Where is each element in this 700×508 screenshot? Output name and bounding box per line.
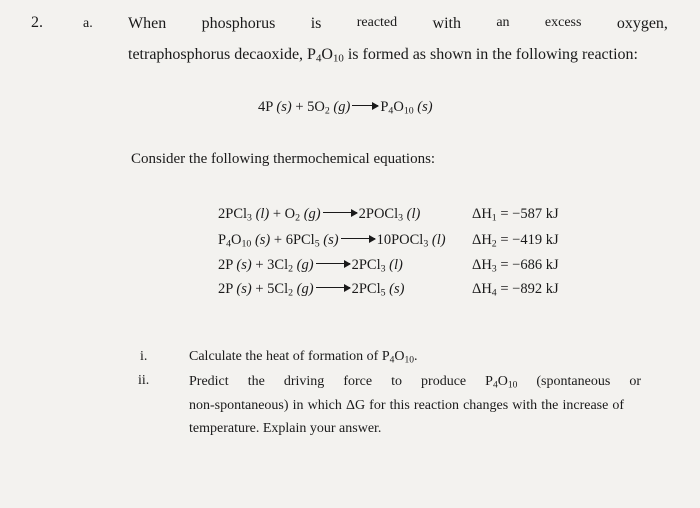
reaction-arrow-icon — [323, 212, 357, 213]
word: is — [310, 15, 322, 32]
delta-h-4: $\Delta H_4 = -892$ kJ — [472, 281, 559, 299]
delta-h-1: $\Delta H_1 = -587$ kJ — [472, 206, 559, 224]
word: driving — [283, 374, 325, 389]
word: an — [496, 15, 510, 30]
word: phosphorus — [201, 15, 276, 32]
delta-h-3: $\Delta H_3 = -686$ kJ — [472, 257, 559, 275]
main-reaction: 4P $(s) + 5O_2$ (g) $P_4O_{10}$ (s) — [258, 99, 433, 117]
equation-2: $P_4O_{10}$ (s) + 6PCl$_5$ (s) 10POCl$_3$ (l) — [218, 232, 446, 250]
subpart-i-text: Calculate the heat of formation of $P_4O_{10}$. — [189, 349, 418, 366]
word: reacted — [356, 15, 398, 30]
word: the — [247, 374, 265, 389]
word: oxygen, — [616, 15, 668, 32]
consider-text: Consider the following thermochemical equations: — [131, 151, 436, 167]
word: to — [391, 374, 402, 389]
subpart-ii-label: ii. — [138, 373, 150, 388]
delta-h-2: $\Delta H_2 = -419$ kJ — [472, 232, 559, 250]
word: with — [432, 15, 461, 32]
word: produce — [421, 374, 467, 389]
equation-1: 2PCl$_3$ $(l) + O_2$ (g) 2POCl$_3$ (l) — [218, 206, 421, 224]
subpart-ii-line-2: non-spontaneous) in which ΔG for this reaction changes with the increase of — [189, 398, 625, 413]
word: or — [629, 374, 641, 389]
reaction-arrow-icon — [352, 105, 378, 106]
subpart-ii-line-1 — [189, 374, 641, 390]
word: $P_4O_{10}$ — [485, 374, 518, 391]
word: excess — [544, 15, 582, 30]
reaction-arrow-icon — [341, 238, 375, 239]
word: (spontaneous — [536, 374, 611, 389]
equation-3: 2P $(s) + 3Cl_2$ (g) 2PCl$_3$ (l) — [218, 257, 403, 275]
intro-line-1 — [128, 15, 668, 33]
question-number: 2. — [31, 14, 43, 31]
part-label: a. — [83, 16, 93, 31]
intro-line-2: tetraphosphorus decaoxide, $P_4O_{10}$ is formed as shown in the following reaction: — [128, 46, 638, 65]
equation-4: 2P $(s) + 5Cl_2$ (g) 2PCl$_5$ (s) — [218, 281, 405, 299]
word: When — [128, 15, 167, 32]
reaction-arrow-icon — [316, 263, 350, 264]
word: Predict — [189, 374, 229, 389]
subpart-i-label: i. — [140, 349, 148, 364]
word: force — [343, 374, 373, 389]
reaction-arrow-icon — [316, 287, 350, 288]
subpart-ii-line-3: temperature. Explain your answer. — [189, 421, 382, 436]
